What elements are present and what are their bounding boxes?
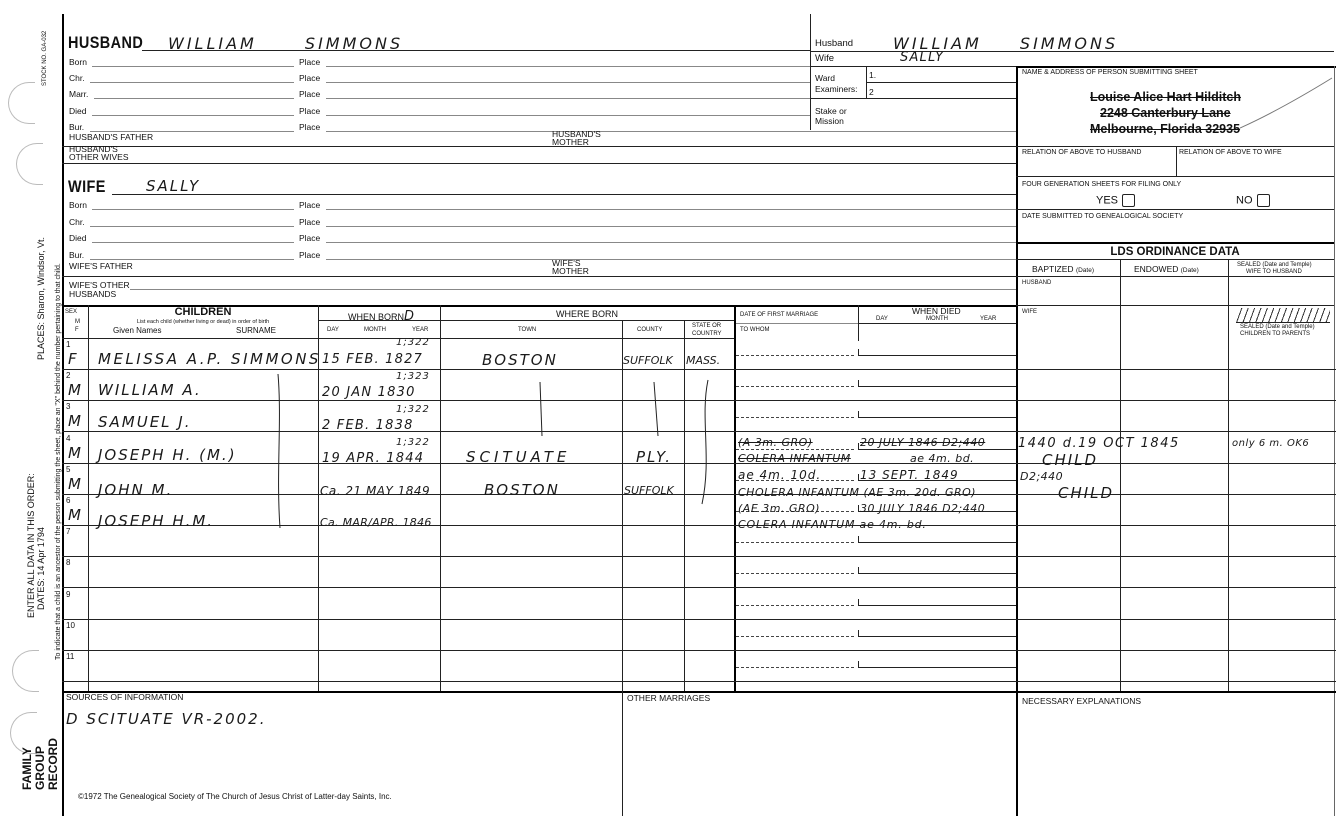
table-row (62, 588, 1016, 619)
baptized-label: BAPTIZED (Date) (1032, 264, 1094, 274)
wife-chr-place-label: Place (299, 217, 321, 227)
sealed-wh-label-2: WIFE TO HUSBAND (1246, 269, 1302, 275)
died-tick (858, 411, 859, 417)
summary-husband-name[interactable]: WILLIAM SIMMONS (893, 34, 1119, 53)
died-tick (858, 630, 859, 636)
child-4-county[interactable]: PLY. (636, 448, 672, 466)
wife-other-husbands-label-2: HUSBANDS (69, 289, 117, 299)
child-number: 5 (66, 465, 71, 474)
sex-f: F (75, 327, 79, 333)
row-divider (62, 681, 1336, 682)
died-line (858, 386, 1016, 387)
child-number: 4 (66, 434, 71, 443)
husband-other-wives-label-1: HUSBAND'S (69, 144, 118, 154)
marriage-dash-line (736, 667, 854, 668)
child-number: 11 (66, 652, 75, 661)
died-tick (858, 599, 859, 605)
child-5-name[interactable]: JOHN M. (98, 481, 174, 499)
punch-hole (8, 82, 35, 124)
wife-chr-label: Chr. (69, 217, 85, 227)
child-sex[interactable]: M (68, 412, 81, 430)
child-3-name[interactable]: SAMUEL J. (98, 413, 192, 431)
state-label-2: COUNTRY (692, 331, 722, 337)
died-tick (858, 567, 859, 573)
no-option[interactable] (1236, 194, 1270, 207)
submitter-street: 2248 Canterbury Lane (1100, 106, 1231, 120)
when-died-label: WHEN DIED (912, 306, 961, 316)
wife-father-label: WIFE'S FATHER (69, 261, 133, 271)
husband-chr-label: Chr. (69, 73, 85, 83)
other-marriages-label: OTHER MARRIAGES (627, 693, 711, 703)
wife-other-husbands-label-1: WIFE'S OTHER (69, 280, 130, 290)
child-sex[interactable]: M (68, 381, 81, 399)
wife-bur-place-label: Place (299, 250, 321, 260)
wife-died-label: Died (69, 233, 87, 243)
marriage-dash-line (736, 542, 854, 543)
died-line (858, 636, 1016, 637)
child-number: 1 (66, 340, 71, 349)
relation-husband-label: RELATION OF ABOVE TO HUSBAND (1022, 149, 1142, 156)
table-row (62, 556, 1016, 587)
died-line (858, 449, 1016, 450)
places-note: PLACES: Sharon, Windsor, Vt. (36, 236, 46, 360)
child-4-died-c[interactable]: ae 4m. 10d. (738, 468, 822, 482)
born-month-label: MONTH (364, 327, 386, 333)
husband-name[interactable]: WILLIAM SIMMONS (168, 34, 404, 53)
marriage-dash-line (736, 386, 854, 387)
when-born-label: WHEN BORND (348, 309, 415, 324)
record-title-3: RECORD (46, 737, 60, 790)
state-label-1: STATE OR (692, 323, 722, 329)
died-month-label: MONTH (926, 316, 948, 322)
died-year-label: YEAR (980, 316, 997, 322)
dates-note: DATES: 14 Apr 1794 (36, 527, 46, 610)
table-row (62, 650, 1016, 681)
endowed-label: ENDOWED (Date) (1134, 264, 1199, 274)
child-4-died-b[interactable]: ae 4m. bd. (910, 452, 975, 465)
date-submitted-label: DATE SUBMITTED TO GENEALOGICAL SOCIETY (1022, 213, 1184, 220)
punch-hole (16, 143, 43, 185)
child-1-town[interactable]: BOSTON (482, 351, 558, 369)
wife-born-place-label: Place (299, 200, 321, 210)
child-4-ref: 1;322 (396, 437, 430, 448)
died-line (858, 605, 1016, 606)
wife-mother-label-2: MOTHER (552, 266, 589, 276)
data-order-note: ENTER ALL DATA IN THIS ORDER: (26, 473, 36, 618)
lds-title: LDS ORDINANCE DATA (1110, 246, 1240, 258)
punch-hole (12, 650, 39, 692)
child-4-baptized[interactable]: 1440 d.19 OCT 1845 (1018, 436, 1180, 451)
husband-mother-label-1: HUSBAND'S (552, 129, 601, 139)
children-list-note: List each child (whether living or dead) in order of birth (136, 319, 270, 325)
born-year-label: YEAR (412, 327, 429, 333)
husband-bur-place-label: Place (299, 122, 321, 132)
wife-bur-label: Bur. (69, 250, 85, 260)
four-generation-label: FOUR GENERATION SHEETS FOR FILING ONLY (1022, 181, 1182, 188)
child-sex[interactable]: M (68, 506, 81, 524)
husband-other-wives-label-2: OTHER WIVES (69, 152, 129, 162)
wife-name[interactable]: SALLY (146, 177, 201, 195)
child-6-marriage[interactable]: (AE 3m. GRO) (738, 502, 821, 515)
child-1-born[interactable]: 15 FEB. 1827 (322, 352, 424, 367)
stake-label: Stake or (815, 106, 847, 116)
died-line (858, 417, 1016, 418)
submitter-city: Melbourne, Florida 32935 (1090, 122, 1241, 136)
sealed-cp-label-2: CHILDREN TO PARENTS (1240, 331, 1311, 337)
child-sex[interactable]: M (68, 475, 81, 493)
ditto-line-state (694, 378, 718, 508)
died-tick (858, 661, 859, 667)
died-line (858, 667, 1016, 668)
yes-label: YES (1096, 194, 1119, 207)
died-line (858, 573, 1016, 574)
marriage-dash-line (736, 636, 854, 637)
child-5-baptized[interactable]: D2;440 (1020, 470, 1064, 483)
husband-born-place-label: Place (299, 57, 321, 67)
yes-checkbox[interactable] (1122, 194, 1135, 207)
to-whom-label: TO WHOM (740, 327, 770, 333)
died-day-label: DAY (876, 316, 888, 322)
source-entry[interactable]: D SCITUATE VR-2002. (66, 710, 267, 728)
sealed-wh-label-1: SEALED (Date and Temple) (1237, 262, 1312, 268)
ancestor-instructions: To indicate that a child is an ancestor of the person submitting the sheet, place an "X" behind the number pertaining to that child. (55, 263, 62, 660)
child-2-ref: 1;323 (396, 371, 430, 382)
ditto-line-county (646, 380, 666, 440)
no-checkbox[interactable] (1257, 194, 1270, 207)
husband-marr-label: Marr. (69, 89, 89, 99)
lds-husband-label: HUSBAND (1022, 280, 1052, 286)
husband-chr-place-label: Place (299, 73, 321, 83)
died-tick (858, 443, 859, 449)
child-number: 10 (66, 621, 75, 630)
copyright: ©1972 The Genealogical Society of The Church of Jesus Christ of Latter-day Saints, Inc. (78, 792, 392, 801)
wife-heading: WIFE (68, 177, 106, 196)
born-day-label: DAY (327, 327, 339, 333)
table-row (62, 619, 1016, 650)
lds-wife-label: WIFE (1022, 309, 1037, 315)
sources-label: SOURCES OF INFORMATION (66, 692, 184, 702)
child-6-died[interactable]: 30 JULY 1846 D2;440 (860, 502, 986, 515)
child-4-died-a[interactable]: 20 JULY 1846 D2;440 (860, 436, 986, 449)
child-number: 6 (66, 496, 71, 505)
died-line (858, 355, 1016, 356)
wife-died-place-label: Place (299, 233, 321, 243)
child-number: 3 (66, 402, 71, 411)
summary-wife-name[interactable]: SALLY (900, 50, 945, 65)
child-number: 9 (66, 590, 71, 599)
record-title-2: GROUP (33, 745, 47, 790)
sealed-cp-box (1236, 308, 1330, 323)
husband-died-label: Died (69, 106, 87, 116)
marriage-dash-line (736, 605, 854, 606)
child-2-born[interactable]: 20 JAN 1830 (322, 385, 416, 400)
marriage-dash-line (736, 417, 854, 418)
died-tick (858, 349, 859, 355)
children-heading: CHILDREN (174, 306, 232, 318)
died-tick (858, 380, 859, 386)
child-4-sealed[interactable]: only 6 m. OK6 (1232, 438, 1310, 449)
husband-died-place-label: Place (299, 106, 321, 116)
wife-mother-label-1: WIFE'S (552, 258, 581, 268)
child-sex[interactable]: M (68, 444, 81, 462)
husband-marr-place-label: Place (299, 89, 321, 99)
ditto-line-surname (270, 372, 290, 532)
sealed-cp-label-1: SEALED (Date and Temple) (1240, 324, 1315, 330)
child-5-marriage[interactable]: CHOLERA INFANTUM (AE 3m. 20d. GRO) (738, 486, 977, 499)
child-6-marriage-b[interactable]: COLERA INFANTUM ae 4m. bd. (738, 518, 927, 531)
no-label: NO (1236, 194, 1253, 207)
child-1-county[interactable]: SUFFOLK (623, 354, 673, 367)
marriage-dash-line (736, 449, 854, 450)
child-4-town[interactable]: SCITUATE (466, 448, 571, 466)
died-tick (858, 474, 859, 480)
died-tick (858, 505, 859, 511)
child-3-ref: 1;322 (396, 404, 430, 415)
surname-label: SURNAME (236, 326, 277, 335)
county-label: COUNTY (637, 327, 663, 333)
child-4-marriage[interactable]: (A 3m. GRO) (738, 436, 813, 449)
husband-father-label: HUSBAND'S FATHER (69, 132, 154, 142)
given-names-label: Given Names (113, 326, 162, 335)
child-6-born[interactable]: Ca. MAR/APR. 1846 (320, 516, 432, 529)
child-6-name[interactable]: JOSEPH H.M. (98, 512, 215, 530)
died-tick (858, 536, 859, 542)
sex-m: M (75, 319, 80, 325)
first-marriage-label: DATE OF FIRST MARRIAGE (740, 312, 819, 318)
child-4-baptized-b[interactable]: CHILD (1042, 451, 1099, 469)
husband-mother-label-2: MOTHER (552, 137, 589, 147)
ditto-line-town (530, 380, 550, 440)
record-title-1: FAMILY (20, 747, 34, 790)
summary-wife-label: Wife (815, 53, 834, 64)
explanations-label: NECESSARY EXPLANATIONS (1022, 696, 1142, 706)
husband-born-label: Born (69, 57, 87, 67)
yes-option[interactable] (1096, 194, 1135, 207)
child-4-died-d[interactable]: 13 SEPT. 1849 (860, 468, 959, 482)
submitter-name: Louise Alice Hart Hilditch (1090, 90, 1241, 104)
died-line (858, 542, 1016, 543)
husband-heading: HUSBAND (68, 33, 144, 52)
examiner-2: 2 (869, 87, 874, 97)
mission-label: Mission (815, 116, 844, 126)
marriage-dash-line (736, 573, 854, 574)
child-5-born[interactable]: Ca. 21 MAY 1849 (320, 484, 431, 498)
child-3-born[interactable]: 2 FEB. 1838 (322, 418, 414, 433)
where-born-label: WHERE BORN (555, 309, 618, 319)
husband-bur-label: Bur. (69, 122, 85, 132)
stock-number: STOCK NO. GA-032 (42, 30, 48, 86)
child-number: 7 (66, 527, 71, 536)
child-4-name[interactable]: JOSEPH H. (M.) (98, 446, 237, 464)
child-2-name[interactable]: WILLIAM A. (98, 381, 202, 399)
child-1-state[interactable]: MASS. (686, 354, 721, 367)
child-1-name[interactable]: MELISSA A.P. SIMMONS (98, 350, 321, 368)
summary-husband-label: Husband (815, 38, 854, 49)
town-label: TOWN (518, 327, 537, 333)
ward-label: Ward (815, 73, 835, 83)
child-1-ref: 1;322 (396, 337, 430, 348)
child-number: 2 (66, 371, 71, 380)
sex-label: SEX (65, 309, 78, 315)
strike-mark (1240, 70, 1334, 130)
examiner-1: 1. (869, 70, 877, 80)
child-sex[interactable]: F (68, 350, 77, 368)
child-5-baptized-b[interactable]: CHILD (1058, 484, 1115, 502)
child-5-town[interactable]: BOSTON (484, 481, 560, 499)
examiners-label: Examiners: (815, 84, 858, 94)
submitter-heading: NAME & ADDRESS OF PERSON SUBMITTING SHEET (1022, 69, 1198, 76)
child-4-born[interactable]: 19 APR. 1844 (322, 451, 425, 466)
relation-wife-label: RELATION OF ABOVE TO WIFE (1179, 149, 1282, 156)
child-number: 8 (66, 558, 71, 567)
child-5-county[interactable]: SUFFOLK (624, 484, 674, 497)
marriage-dash-line (736, 355, 854, 356)
wife-born-label: Born (69, 200, 87, 210)
child-4-marriage-b[interactable]: COLERA INFANTUM (738, 452, 851, 465)
